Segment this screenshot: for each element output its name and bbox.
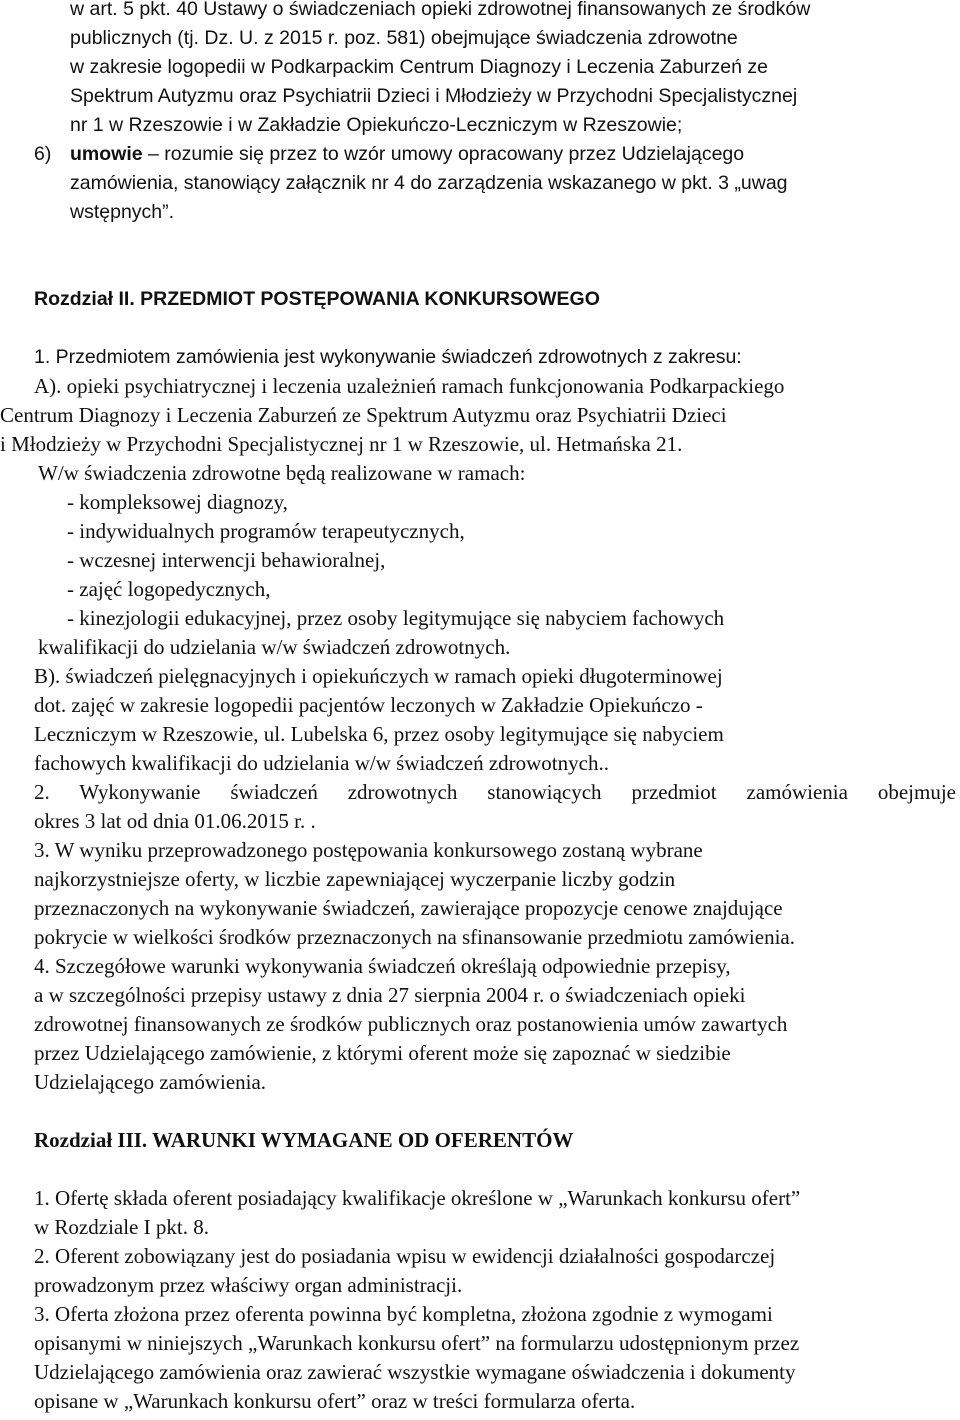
chapter-3-point-3-line-4: opisane w „Warunkach konkursu ofert” oraz w treści formularza oferta.: [34, 1389, 636, 1413]
section-a-bullet-3: - wczesnej interwencji behawioralnej,: [67, 548, 386, 572]
chapter-2-point-2-line-1: 2. Wykonywanie świadczeń zdrowotnych stanowiących przedmiot zamówienia obejmuje: [34, 780, 956, 804]
section-b-line-1: B). świadczeń pielęgnacyjnych i opiekuńczych w ramach opieki długoterminowej: [34, 664, 723, 688]
item-6-line-3: wstępnych”.: [70, 201, 175, 223]
chapter-2-point-2-line-2: okres 3 lat od dnia 01.06.2015 r. .: [34, 809, 316, 833]
chapter-2-point-3-line-4: pokrycie w wielkości środków przeznaczonych na sfinansowanie przedmiotu zamówienia.: [34, 925, 795, 949]
intro-line-3: w zakresie logopedii w Podkarpackim Centrum Diagnozy i Leczenia Zaburzeń ze: [70, 56, 769, 78]
item-6-term: umowie: [70, 143, 143, 165]
chapter-2-point-3-line-1: 3. W wyniku przeprowadzonego postępowania konkursowego zostaną wybrane: [34, 838, 703, 862]
section-a-bullet-4: - zajęć logopedycznych,: [67, 577, 271, 601]
item-6-number: 6): [34, 143, 52, 165]
chapter-2-heading: Rozdział II. PRZEDMIOT POSTĘPOWANIA KONKURSOWEGO: [34, 288, 600, 310]
section-a-intro: W/w świadczenia zdrowotne będą realizowane w ramach:: [38, 461, 526, 485]
intro-line-2: publicznych (tj. Dz. U. z 2015 r. poz. 581) obejmujące świadczenia zdrowotne: [70, 27, 738, 49]
section-b-line-3: Leczniczym w Rzeszowie, ul. Lubelska 6, przez osoby legitymujące się nabyciem: [34, 722, 724, 746]
section-a-bullet-5: - kinezjologii edukacyjnej, przez osoby legitymujące się nabyciem fachowych: [67, 606, 725, 630]
section-a-bullet-continuation: kwalifikacji do udzielania w/w świadczeń zdrowotnych.: [38, 635, 511, 659]
chapter-2-point-4-line-1: 4. Szczegółowe warunki wykonywania świadczeń określają odpowiednie przepisy,: [34, 954, 731, 978]
intro-line-1: w art. 5 pkt. 40 Ustawy o świadczeniach opieki zdrowotnej finansowanych ze środków: [70, 0, 811, 20]
chapter-3-point-1-line-2: w Rozdziale I pkt. 8.: [34, 1215, 209, 1239]
chapter-3-point-3-line-3: Udzielającego zamówienia oraz zawierać wszystkie wymagane oświadczenia i dokumenty: [34, 1360, 796, 1384]
chapter-2-point-4-line-5: Udzielającego zamówienia.: [34, 1070, 267, 1094]
section-a-line-1: A). opieki psychiatrycznej i leczenia uzależnień ramach funkcjonowania Podkarpackiego: [34, 374, 785, 398]
section-a-line-3: i Młodzieży w Przychodni Specjalistycznej nr 1 w Rzeszowie, ul. Hetmańska 21.: [0, 432, 683, 456]
chapter-2-point-4-line-4: przez Udzielającego zamówienie, z którymi oferent może się zapoznać w siedzibie: [34, 1041, 731, 1065]
chapter-3-point-1-line-1: 1. Ofertę składa oferent posiadający kwalifikacje określone w „Warunkach konkursu ofert”: [34, 1186, 801, 1210]
section-a-bullet-2: - indywidualnych programów terapeutycznych,: [67, 519, 465, 543]
chapter-3-point-3-line-2: opisanymi w niniejszych „Warunkach konkursu ofert” na formularzu udostępnionym przez: [34, 1331, 800, 1355]
section-a-line-2: Centrum Diagnozy i Leczenia Zaburzeń ze Spektrum Autyzmu oraz Psychiatrii Dzieci: [0, 403, 727, 427]
intro-line-4: Spektrum Autyzmu oraz Psychiatrii Dzieci i Młodzieży w Przychodni Specjalistycznej: [70, 85, 798, 107]
chapter-2-point-3-line-3: przeznaczonych na wykonywanie świadczeń, zawierające propozycje cenowe znajdujące: [34, 896, 783, 920]
section-b-line-2: dot. zajęć w zakresie logopedii pacjentów leczonych w Zakładzie Opiekuńczo -: [34, 693, 703, 717]
item-6-line-2: zamówienia, stanowiący załącznik nr 4 do zarządzenia wskazanego w pkt. 3 „uwag: [70, 172, 788, 194]
chapter-3-point-2-line-1: 2. Oferent zobowiązany jest do posiadania wpisu w ewidencji działalności gospodarczej: [34, 1244, 776, 1268]
section-b-line-4: fachowych kwalifikacji do udzielania w/w świadczeń zdrowotnych..: [34, 751, 609, 775]
chapter-2-point-3-line-2: najkorzystniejsze oferty, w liczbie zapewniającej wyczerpanie liczby godzin: [34, 867, 676, 891]
section-a-bullet-1: - kompleksowej diagnozy,: [67, 490, 288, 514]
chapter-3-heading: Rozdział III. WARUNKI WYMAGANE OD OFERENTÓW: [34, 1128, 574, 1152]
item-6-definition: – rozumie się przez to wzór umowy opracowany przez Udzielającego: [142, 143, 745, 165]
chapter-3-point-2-line-2: prowadzonym przez właściwy organ administracji.: [34, 1273, 463, 1297]
chapter-3-point-3-line-1: 3. Oferta złożona przez oferenta powinna być kompletna, złożona zgodnie z wymogami: [34, 1302, 773, 1326]
intro-line-5: nr 1 w Rzeszowie i w Zakładzie Opiekuńczo-Leczniczym w Rzeszowie;: [70, 114, 683, 136]
chapter-2-point-4-line-2: a w szczególności przepisy ustawy z dnia 27 sierpnia 2004 r. o świadczeniach opieki: [34, 983, 746, 1007]
chapter-2-point-4-line-3: zdrowotnej finansowanych ze środków publicznych oraz postanowienia umów zawartych: [34, 1012, 788, 1036]
item-6-line-1: [70, 140, 744, 169]
chapter-2-point-1: 1. Przedmiotem zamówienia jest wykonywanie świadczeń zdrowotnych z zakresu:: [34, 346, 742, 368]
